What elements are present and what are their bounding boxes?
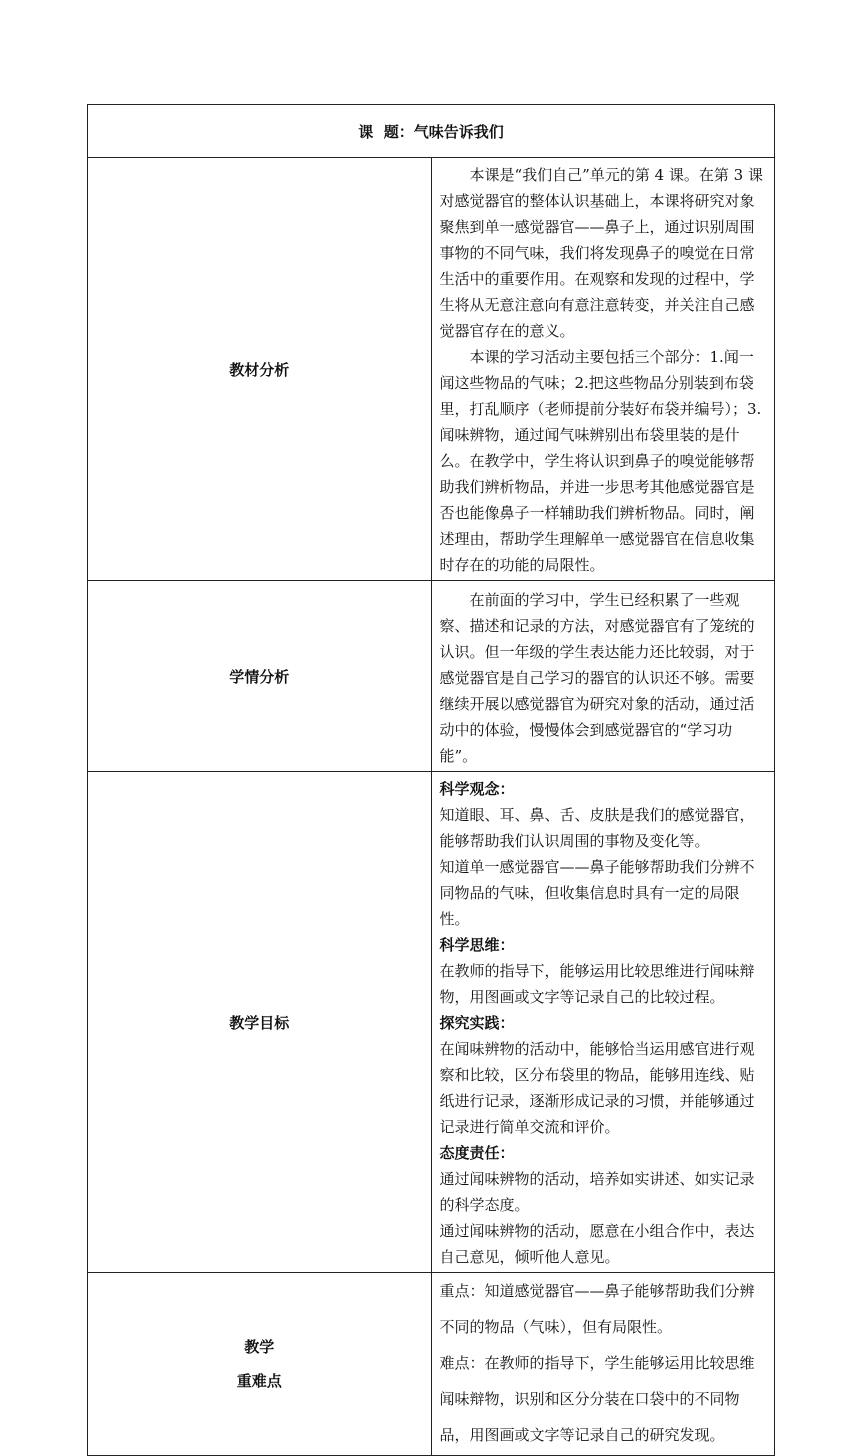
title-row: [88, 105, 775, 158]
learner-analysis-paragraph: 在前面的学习中，学生已经积累了一些观察、描述和记录的方法，对感觉器官有了笼统的认识。但一年级的学生表达能力还比较弱，对于感觉器官是自己学习的器官的认识还不够。需要继续开展以感觉器官为研究对象的活动，通过活动中的体验，慢慢体会到感觉器官的“学习功能”。: [439, 591, 755, 765]
objective-heading-science-thinking: 科学思维：: [439, 936, 515, 954]
textbook-analysis-content: [431, 158, 775, 581]
row-label-textbook-analysis: 教材分析: [88, 158, 432, 581]
objective-heading-inquiry-practice: 探究实践：: [439, 1014, 515, 1032]
difficult-point: 难点：在教师的指导下，学生能够运用比较思维闻味辩物，识别和区分分装在口袋中的不同物品，用图画或文字等记录自己的研究发现。: [439, 1354, 755, 1444]
objective-line: 在闻味辨物的活动中，能够恰当运用感官进行观察和比较，区分布袋里的物品，能够用连线、贴纸进行记录，逐渐形成记录的习惯，并能够通过记录进行简单交流和评价。: [439, 1040, 755, 1136]
key-point: 重点：知道感觉器官——鼻子能够帮助我们分辨不同的物品（气味），但有局限性。: [439, 1282, 755, 1336]
objective-line: 通过闻味辨物的活动，愿意在小组合作中，表达自己意见，倾听他人意见。: [439, 1222, 755, 1266]
learner-analysis-content: [431, 581, 775, 772]
row-label-teaching-objectives: 教学目标: [88, 772, 432, 1273]
table-row-teaching-objectives: [88, 772, 775, 1273]
table-row-key-difficult-points: [88, 1273, 775, 1456]
teaching-objectives-content: [431, 772, 775, 1273]
lesson-plan-table: [87, 104, 775, 1456]
objective-line: 知道眼、耳、鼻、舌、皮肤是我们的感觉器官，能够帮助我们认识周围的事物及变化等。: [439, 806, 755, 850]
table-row-learner-analysis: [88, 581, 775, 772]
row-label-key-difficult-points: [88, 1273, 432, 1456]
lesson-title: 课 题：气味告诉我们: [88, 105, 775, 158]
objective-heading-attitude-responsibility: 态度责任：: [439, 1144, 515, 1162]
objective-line: 在教师的指导下，能够运用比较思维进行闻味辩物，用图画或文字等记录自己的比较过程。: [439, 962, 755, 1006]
textbook-analysis-paragraph-1: 本课是“我们自己”单元的第 4 课。在第 3 课对感觉器官的整体认识基础上，本课将研究对象聚焦到单一感觉器官——鼻子上，通过识别周围事物的不同气味，我们将发现鼻子的嗅觉在日常生活中的重要作用。在观察和发现的过程中，学生将从无意注意向有意注意转变，并关注自己感觉器官存在的意义。: [439, 166, 763, 340]
textbook-analysis-paragraph-2: 本课的学习活动主要包括三个部分：1.闻一闻这些物品的气味；2.把这些物品分别装到布袋里，打乱顺序（老师提前分装好布袋并编号）；3.闻味辨物，通过闻气味辨别出布袋里装的是什么。在教学中，学生将认识到鼻子的嗅觉能够帮助我们辨析物品，并进一步思考其他感觉器官是否也能像鼻子一样辅助我们辨析物品。同时，阐述理由，帮助学生理解单一感觉器官在信息收集时存在的功能的局限性。: [439, 348, 762, 574]
row-label-line-2: 重难点: [236, 1372, 282, 1390]
table-row-textbook-analysis: [88, 158, 775, 581]
row-label-line-1: 教学: [244, 1338, 275, 1356]
key-difficult-points-content: [431, 1273, 775, 1456]
objective-line: 知道单一感觉器官——鼻子能够帮助我们分辨不同物品的气味，但收集信息时具有一定的局限性。: [439, 858, 755, 928]
objective-line: 通过闻味辨物的活动，培养如实讲述、如实记录的科学态度。: [439, 1170, 755, 1214]
objective-heading-science-concept: 科学观念：: [439, 780, 515, 798]
row-label-learner-analysis: 学情分析: [88, 581, 432, 772]
lesson-plan-document: [87, 104, 775, 1456]
